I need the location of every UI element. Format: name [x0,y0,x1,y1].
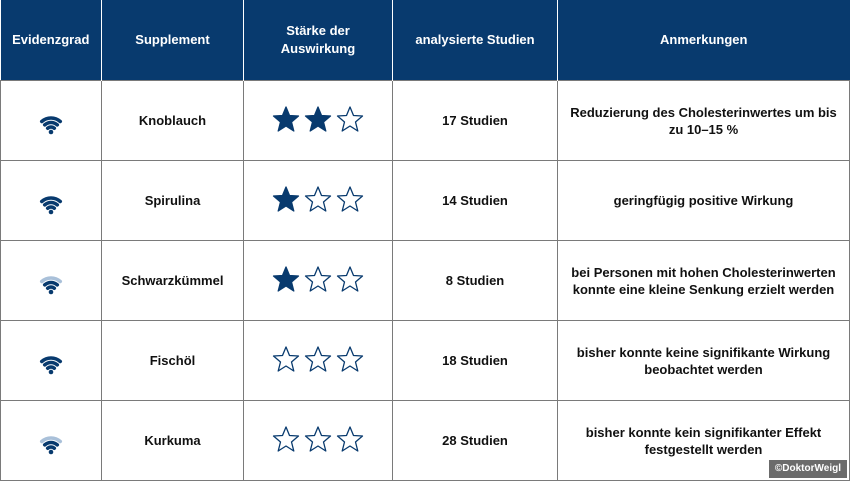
star-rating [271,185,365,213]
supplement-cell: Spirulina [102,161,244,241]
table-row [1,161,850,241]
studies-cell: 8 Studien [393,241,558,321]
rating-cell [244,401,393,481]
rating-cell [244,161,393,241]
table-row [1,81,850,161]
table-header-row [1,0,850,81]
star-filled-icon [271,265,301,293]
header-studien: analysierte Studien [393,0,558,81]
rating-cell [244,81,393,161]
star-filled-icon [271,105,301,133]
header-supplement: Supplement [102,0,244,81]
note-cell: bisher konnte keine signifikante Wirkung beobachtet werden [558,321,850,401]
header-evidenzgrad: Evidenzgrad [1,0,102,81]
note-cell: bei Personen mit hohen Cholesterinwerten konnte eine kleine Senkung erzielt werden [558,241,850,321]
studies-cell: 18 Studien [393,321,558,401]
studies-cell: 17 Studien [393,81,558,161]
star-rating [271,425,365,453]
header-anmerkungen: Anmerkungen [558,0,850,81]
header-staerke: Stärke der Auswirkung [244,0,393,81]
star-outline-icon [335,345,365,373]
evidence-cell [1,241,102,321]
supplement-cell: Kurkuma [102,401,244,481]
star-outline-icon [303,265,333,293]
star-rating [271,345,365,373]
studies-cell: 28 Studien [393,401,558,481]
supplement-cell: Knoblauch [102,81,244,161]
evidence-cell [1,401,102,481]
star-rating [271,265,365,293]
star-rating [271,105,365,133]
table-row [1,321,850,401]
signal-icon [9,105,93,137]
star-outline-icon [271,425,301,453]
note-cell: geringfügig positive Wirkung [558,161,850,241]
rating-cell [244,321,393,401]
star-outline-icon [271,345,301,373]
star-outline-icon [303,425,333,453]
star-outline-icon [335,425,365,453]
supplement-cell: Fischöl [102,321,244,401]
copyright-watermark: ©DoktorWeigl [769,460,847,478]
star-outline-icon [335,105,365,133]
signal-icon [9,185,93,217]
note-cell: Reduzierung des Cholesterinwertes um bis zu 10–15 % [558,81,850,161]
table-row [1,401,850,481]
signal-icon [9,345,93,377]
evidence-cell [1,81,102,161]
evidence-cell [1,321,102,401]
signal-icon [9,265,93,297]
star-filled-icon [303,105,333,133]
supplement-cell: Schwarzkümmel [102,241,244,321]
star-filled-icon [271,185,301,213]
studies-cell: 14 Studien [393,161,558,241]
star-outline-icon [303,185,333,213]
table-row [1,241,850,321]
star-outline-icon [335,185,365,213]
rating-cell [244,241,393,321]
signal-icon [9,425,93,457]
note-cell: bisher konnte kein signifikanter Effekt festgestellt werden [558,401,850,481]
star-outline-icon [303,345,333,373]
evidence-cell [1,161,102,241]
star-outline-icon [335,265,365,293]
